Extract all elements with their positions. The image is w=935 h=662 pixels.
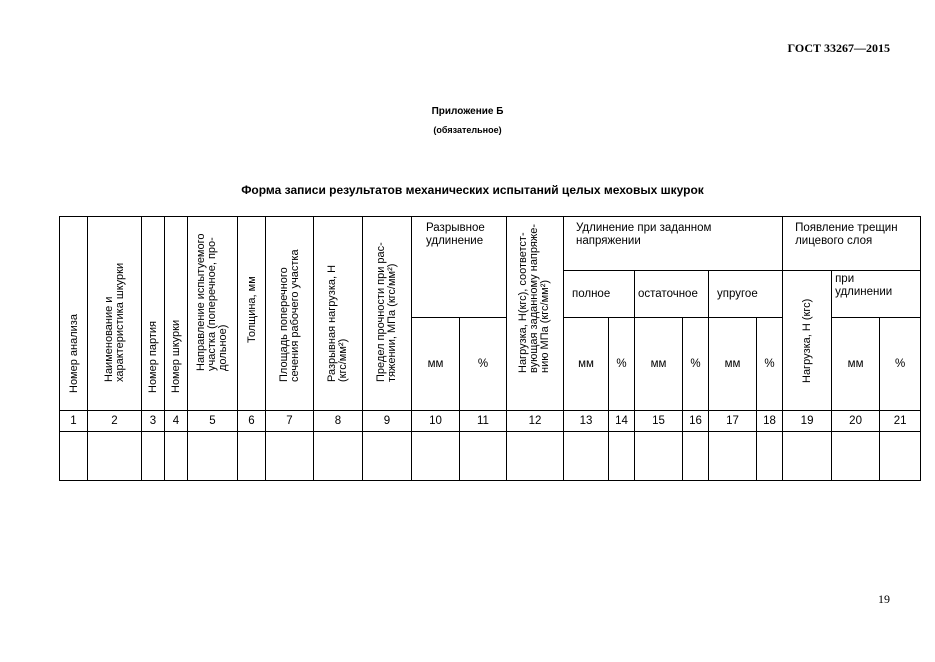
unit-pct: % bbox=[460, 318, 507, 411]
table-cell bbox=[314, 432, 363, 481]
column-number: 6 bbox=[238, 411, 266, 432]
unit-pct: % bbox=[757, 318, 783, 411]
table-cell bbox=[165, 432, 188, 481]
column-number: 19 bbox=[783, 411, 832, 432]
unit-mm: мм bbox=[564, 318, 609, 411]
column-number: 14 bbox=[609, 411, 635, 432]
column-number: 9 bbox=[363, 411, 412, 432]
column-number: 5 bbox=[188, 411, 238, 432]
table-cell bbox=[609, 432, 635, 481]
header-elongation-at-stress: Удлинение при заданном напряжении bbox=[564, 217, 783, 271]
table-cell bbox=[60, 432, 88, 481]
column-number: 2 bbox=[88, 411, 142, 432]
table-cell bbox=[507, 432, 564, 481]
unit-pct: % bbox=[609, 318, 635, 411]
header-full: полное bbox=[564, 271, 635, 318]
header-skin-name: Наименование и характеристика шкурки bbox=[88, 217, 142, 411]
column-number: 7 bbox=[266, 411, 314, 432]
table-cell bbox=[460, 432, 507, 481]
header-load-at-stress: Нагрузка, Н(кгс), соответст- вующая заданному напряже- нию МПа (кгс/мм²) bbox=[507, 217, 564, 411]
unit-pct: % bbox=[683, 318, 709, 411]
column-number: 17 bbox=[709, 411, 757, 432]
table-cell bbox=[880, 432, 921, 481]
header-breaking-load: Разрывная нагрузка, Н (кгс/мм²) bbox=[314, 217, 363, 411]
table-cell bbox=[238, 432, 266, 481]
table-cell bbox=[832, 432, 880, 481]
table-cell bbox=[188, 432, 238, 481]
column-number: 15 bbox=[635, 411, 683, 432]
unit-pct: % bbox=[880, 318, 921, 411]
table-cell bbox=[635, 432, 683, 481]
table-cell bbox=[683, 432, 709, 481]
column-number: 13 bbox=[564, 411, 609, 432]
unit-mm: мм bbox=[832, 318, 880, 411]
header-cross-section: Площадь поперечного сечения рабочего участка bbox=[266, 217, 314, 411]
header-elastic: упругое bbox=[709, 271, 783, 318]
header-at-elongation: при удлинении bbox=[832, 271, 921, 318]
table-cell bbox=[783, 432, 832, 481]
header-tensile-strength: Предел прочности при рас- тяжении, МПа (кгс/мм²) bbox=[363, 217, 412, 411]
table-cell bbox=[757, 432, 783, 481]
column-number: 10 bbox=[412, 411, 460, 432]
unit-mm: мм bbox=[635, 318, 683, 411]
column-number: 8 bbox=[314, 411, 363, 432]
column-number: 12 bbox=[507, 411, 564, 432]
column-number: 11 bbox=[460, 411, 507, 432]
standard-number: ГОСТ 33267—2015 bbox=[787, 41, 890, 55]
column-number: 21 bbox=[880, 411, 921, 432]
header-batch-number: Номер партия bbox=[142, 217, 165, 411]
appendix-status: (обязательное) bbox=[433, 125, 502, 135]
header-skin-number: Номер шкурки bbox=[165, 217, 188, 411]
table-cell bbox=[266, 432, 314, 481]
table-cell bbox=[564, 432, 609, 481]
results-table bbox=[59, 216, 921, 481]
header-thickness: Толщина, мм bbox=[238, 217, 266, 411]
column-number: 20 bbox=[832, 411, 880, 432]
form-title: Форма записи результатов механических испытаний целых меховых шкурок bbox=[241, 183, 704, 197]
unit-mm: мм bbox=[709, 318, 757, 411]
column-number: 4 bbox=[165, 411, 188, 432]
table-cell bbox=[88, 432, 142, 481]
header-analysis-number: Номер анализа bbox=[60, 217, 88, 411]
unit-mm: мм bbox=[412, 318, 460, 411]
table-cell bbox=[412, 432, 460, 481]
appendix-title: Приложение Б bbox=[431, 106, 504, 117]
column-number: 1 bbox=[60, 411, 88, 432]
header-crack-load: Нагрузка, Н (кгс) bbox=[783, 271, 832, 411]
column-number: 3 bbox=[142, 411, 165, 432]
table-cell bbox=[709, 432, 757, 481]
page-number: 19 bbox=[878, 592, 890, 606]
column-number: 18 bbox=[757, 411, 783, 432]
header-residual: остаточное bbox=[635, 271, 709, 318]
empty-data-row bbox=[60, 432, 921, 481]
table-cell bbox=[363, 432, 412, 481]
header-cracks: Появление трещин лицевого слоя bbox=[783, 217, 921, 271]
column-number: 16 bbox=[683, 411, 709, 432]
header-breaking-elongation: Разрывное удлинение bbox=[412, 217, 507, 318]
column-numbers-row bbox=[60, 411, 921, 432]
header-direction: Направление испытуемого участка (поперечное, про- дольное) bbox=[188, 217, 238, 411]
table-cell bbox=[142, 432, 165, 481]
